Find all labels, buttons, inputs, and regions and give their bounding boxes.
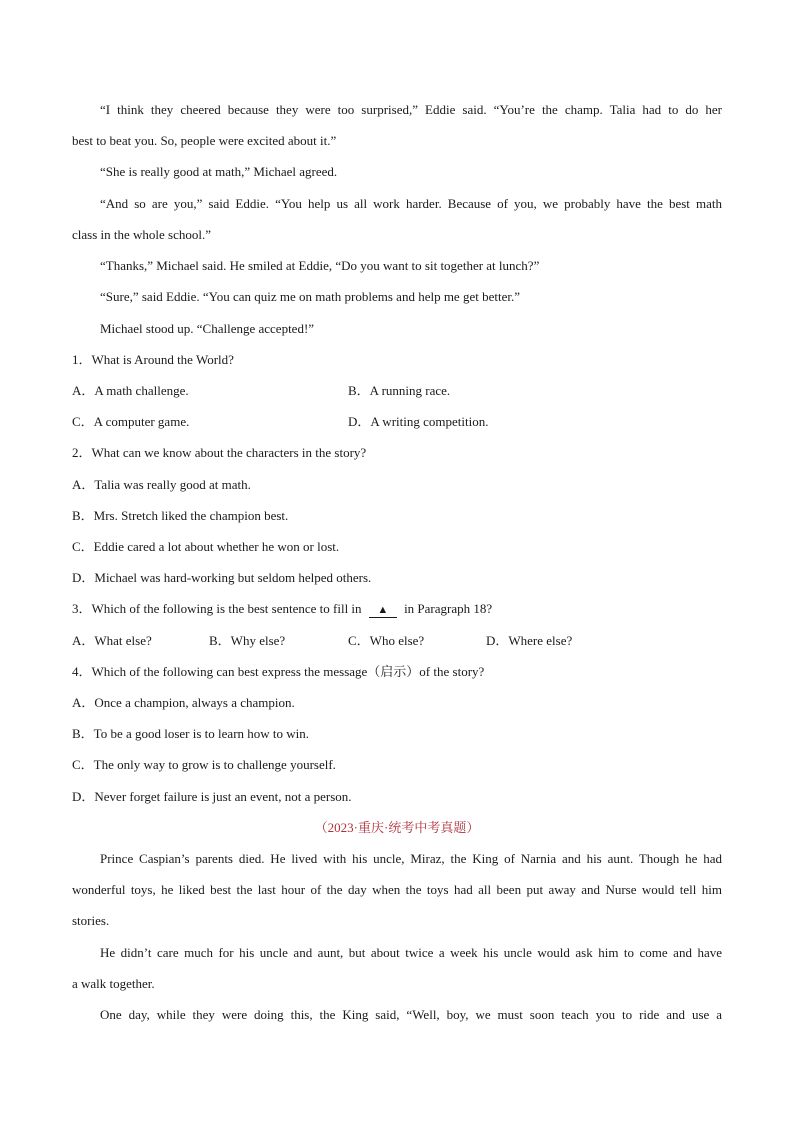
fill-in-blank: ▲ [369,603,397,618]
paragraph-line: “Thanks,” Michael said. He smiled at Eddie, “Do you want to sit together at lunch?” [100,258,540,273]
question-4-text: 4．Which of the following can best express the message（启示）of the story? [72,664,485,679]
paragraph-line: Michael stood up. “Challenge accepted!” [100,321,315,336]
question-3-option-b: B．Why else? [209,633,286,648]
question-3-text-after: in Paragraph 18? [404,601,493,616]
paragraph-line: One day, while they were doing this, the King said, “Well, boy, we must soon teach you to ride and use a [100,1007,722,1022]
paragraph-line: “And so are you,” said Eddie. “You help us all work harder. Because of you, we probably have the best math [100,196,722,211]
paragraph-line: class in the whole school.” [72,227,211,242]
paragraph-line: Prince Caspian’s parents died. He lived with his uncle, Miraz, the King of Narnia and his aunt. Though he had [100,851,722,866]
question-4-option-c: C．The only way to grow is to challenge yourself. [72,757,336,772]
question-2-text: 2．What can we know about the characters in the story? [72,445,367,460]
question-3-option-c: C．Who else? [348,633,425,648]
question-2-option-d: D．Michael was hard-working but seldom helped others. [72,570,372,585]
question-1-option-b: B．A running race. [348,383,451,398]
question-3-option-a: A．What else? [72,633,152,648]
paragraph-line: stories. [72,913,110,928]
question-4-option-b: B．To be a good loser is to learn how to win. [72,726,310,741]
source-label: （2023·重庆·统考中考真题） [314,820,480,835]
paragraph-line: “She is really good at math,” Michael agreed. [100,164,338,179]
question-1-text: 1．What is Around the World? [72,352,234,367]
question-2-option-b: B．Mrs. Stretch liked the champion best. [72,508,289,523]
question-2-option-a: A．Talia was really good at math. [72,477,251,492]
paragraph-line: “I think they cheered because they were too surprised,” Eddie said. “You’re the champ. Talia had to do her [100,102,722,117]
question-2-option-c: C．Eddie cared a lot about whether he won or lost. [72,539,340,554]
paragraph-line: He didn’t care much for his uncle and aunt, but about twice a week his uncle would ask him to come and have [100,945,722,960]
paragraph-line: a walk together. [72,976,155,991]
question-4-option-d: D．Never forget failure is just an event, not a person. [72,789,352,804]
question-1-option-a: A．A math challenge. [72,383,189,398]
question-3-text [72,600,722,618]
paragraph-line: best to beat you. So, people were excited about it.” [72,133,337,148]
question-4-option-a: A．Once a champion, always a champion. [72,695,295,710]
question-3-text-before: 3．Which of the following is the best sentence to fill in [72,601,362,616]
paragraph-line: wonderful toys, he liked best the last hour of the day when the toys had all been put away and Nurse would tell him [72,882,722,897]
paragraph-line: “Sure,” said Eddie. “You can quiz me on math problems and help me get better.” [100,289,520,304]
question-1-option-c: C．A computer game. [72,414,190,429]
question-3-option-d: D．Where else? [486,633,573,648]
question-1-option-d: D．A writing competition. [348,414,489,429]
